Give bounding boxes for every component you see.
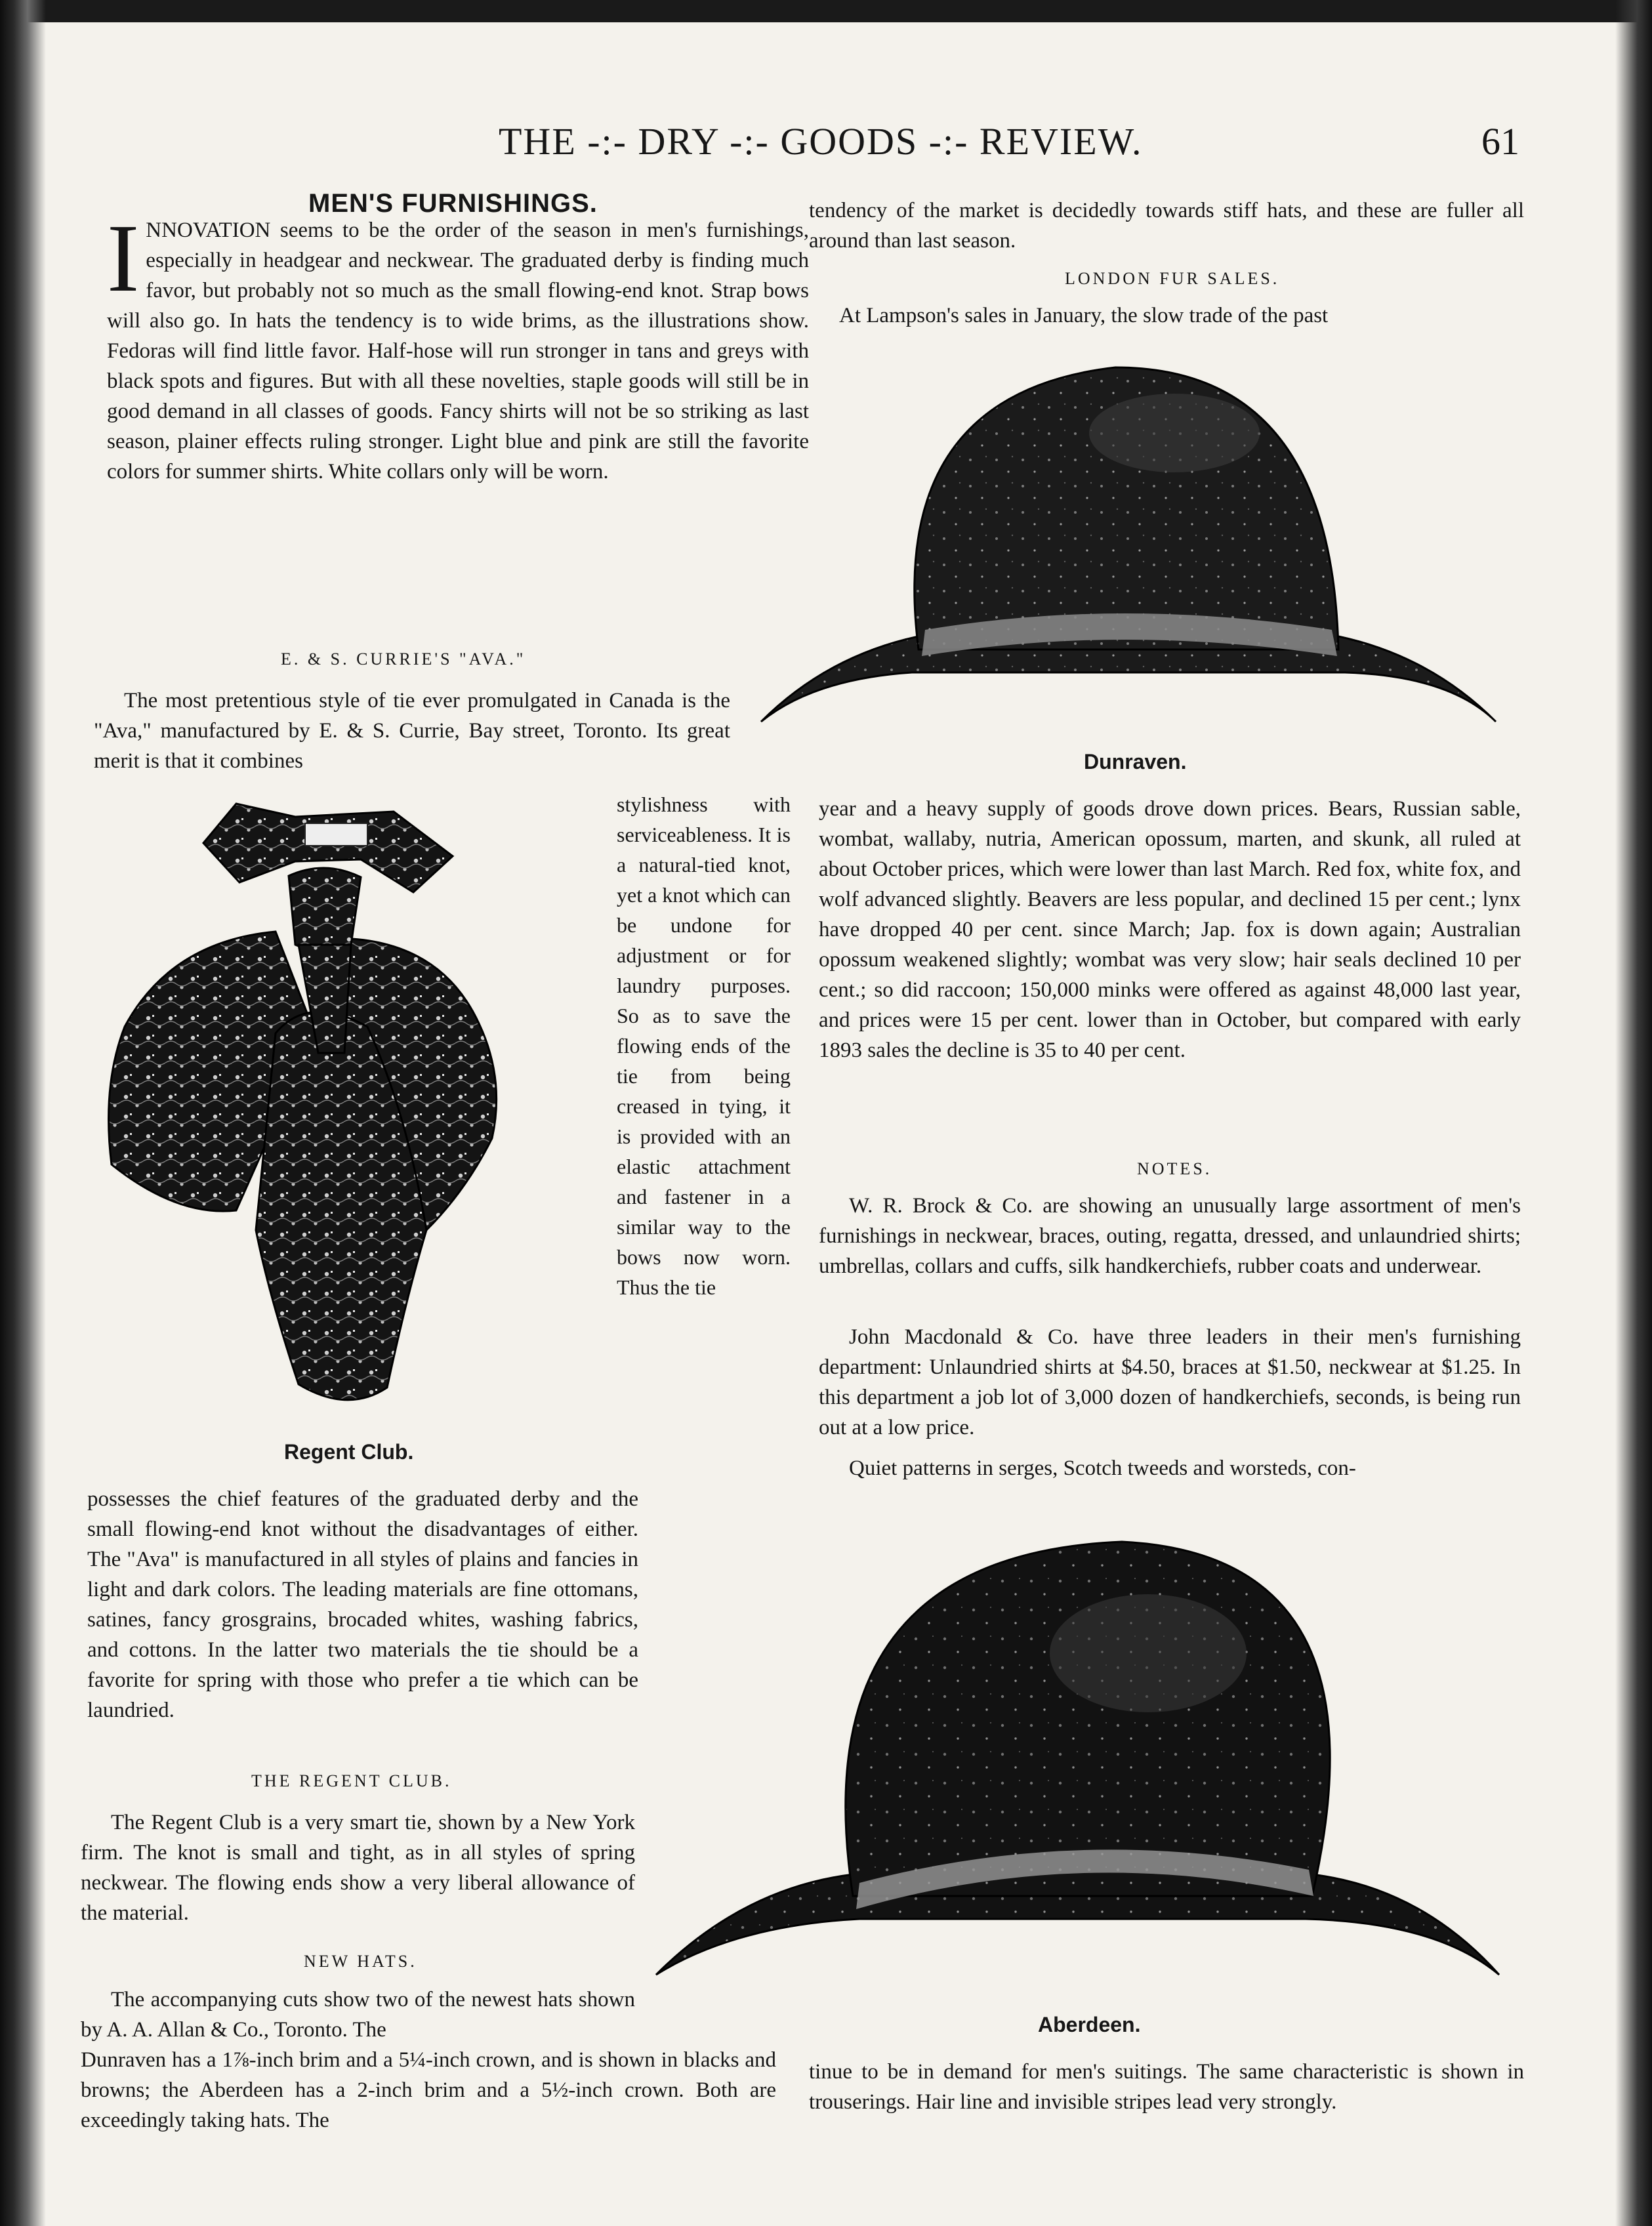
- note-macdonald: John Macdonald & Co. have three leaders in their men's furnishing department: Unlaundried shirts at $4.50, braces at $1.50, neckwear at $1.25. In this department a job lot of 3,000 dozen of handkerchiefs, seconds, is being run out at a low price.: [819, 1325, 1521, 1439]
- note-serges-end: tinue to be in demand for men's suitings. The same characteristic is shown in trouserings. Hair line and invisible stripes lead very strongly.: [809, 2060, 1524, 2114]
- dunraven-caption: Dunraven.: [1084, 750, 1187, 773]
- new-hats-paragraph-end: Dunraven has a 1⅞-inch brim and a 5¼-inch crown, and is shown in blacks and browns; the Aberdeen has a 2-inch brim and a 5½-inch crown. Both are exceedingly taking hats. The: [81, 2048, 776, 2132]
- regent-club-paragraph: The Regent Club is a very smart tie, shown by a New York firm. The knot is small and tight, as in all styles of spring neckwear. The flowing ends show a very liberal allowance of the material.: [81, 1811, 635, 1925]
- note-brock: W. R. Brock & Co. are showing an unusually large assortment of men's furnishings in neckwear, braces, outing, regatta, dressed, and unlaundried shirts; umbrellas, collars and cuffs, silk handkerchiefs, rubber coats and underwear.: [819, 1194, 1521, 1278]
- tie-caption: Regent Club.: [284, 1440, 414, 1464]
- aberdeen-caption: Aberdeen.: [1038, 2013, 1141, 2036]
- subheading-new-hats: NEW HATS.: [304, 1952, 417, 1971]
- subheading-regent-club: THE REGENT CLUB.: [251, 1771, 452, 1790]
- ava-paragraph-start: The most pretentious style of tie ever promulgated in Canada is the "Ava," manufactured by E. & S. Currie, Bay street, Toronto. Its great merit is that it combines: [94, 689, 730, 773]
- ava-paragraph-narrow: stylishness with serviceableness. It is a natural-tied knot, yet a knot which can be undone for adjustment or for laundry purposes. So as to save the flowing ends of the tie from being creased in tying, it is provided with an elastic attachment and fastener in a similar way to the bows now worn. Thus the tie: [617, 793, 791, 1299]
- aberdeen-hat-illustration: [650, 1515, 1502, 1994]
- intro-paragraph: [107, 205, 809, 487]
- subheading-ava: E. & S. CURRIE'S "AVA.": [281, 649, 526, 669]
- london-paragraph-continued: year and a heavy supply of goods drove down prices. Bears, Russian sable, wombat, wallaby, nutria, American opossum, marten, and skunk, all ruled at about October prices, which were lower than last March. Red fox, white fox, and wolf advanced slightly. Beavers are less popular, and declined 15 per cent.; lynx have dropped 40 per cent. since March; Jap. fox is down again; Australian opossum weakened slightly; wombat was very slow; hair seals declined 10 per cent.; so did raccoon; 150,000 minks were offered as against 48,000 last year, and prices were 15 per cent. lower than in October, but compared with early 1893 sales the decline is 35 to 40 per cent.: [819, 797, 1521, 1062]
- intro-text: NNOVATION seems to be the order of the season in men's furnishings, especially in headgear and neckwear. The graduated derby is finding much favor, but probably not so much as the small flowing-end knot. Strap bows will also go. In hats the tendency is to wide brims, as the illustrations show. Fedoras will find little favor. Half-hose will run stronger in tans and greys with black spots and figures. But with all these novelties, staple goods will still be in good demand in all classes of goods. Fancy shirts will not be so striking as last season, plainer effects ruling stronger. Light blue and pink are still the favorite colors for summer shirts. White collars only will be worn.: [107, 218, 809, 484]
- london-intro-paragraph: At Lampson's sales in January, the slow trade of the past: [839, 304, 1329, 327]
- ava-paragraph-end: possesses the chief features of the graduated derby and the small flowing-end knot without the disadvantages of either. The "Ava" is manufactured in all styles of plains and fancies in light and dark colors. The leading materials are fine ottomans, satines, fancy grosgrains, brocaded whites, washing fabrics, and cottons. In the latter two materials the tie should be a favorite for spring with those who prefer a tie which can be laundried.: [87, 1487, 638, 1722]
- drop-cap: I: [107, 205, 140, 312]
- subheading-notes: NOTES.: [1137, 1159, 1212, 1178]
- section-heading-mens-furnishings: MEN'S FURNISHINGS.: [308, 189, 598, 218]
- tendency-paragraph: tendency of the market is decidedly towards stiff hats, and these are fuller all around than last season.: [809, 199, 1524, 253]
- page-edge-left: [0, 0, 46, 2226]
- page-edge-right: [1615, 0, 1652, 2226]
- page-edge-top: [0, 0, 1652, 22]
- dunraven-hat-illustration: [754, 348, 1502, 741]
- tie-illustration: [98, 797, 604, 1414]
- publication-title: THE -:- DRY -:- GOODS -:- REVIEW.: [499, 120, 1143, 163]
- subheading-london-fur-sales: LONDON FUR SALES.: [1065, 269, 1280, 288]
- note-serges-start: Quiet patterns in serges, Scotch tweeds and worsteds, con-: [849, 1456, 1356, 1480]
- new-hats-paragraph-start: The accompanying cuts show two of the newest hats shown by A. A. Allan & Co., Toronto. The: [81, 1988, 635, 2042]
- page-number: 61: [1481, 120, 1519, 163]
